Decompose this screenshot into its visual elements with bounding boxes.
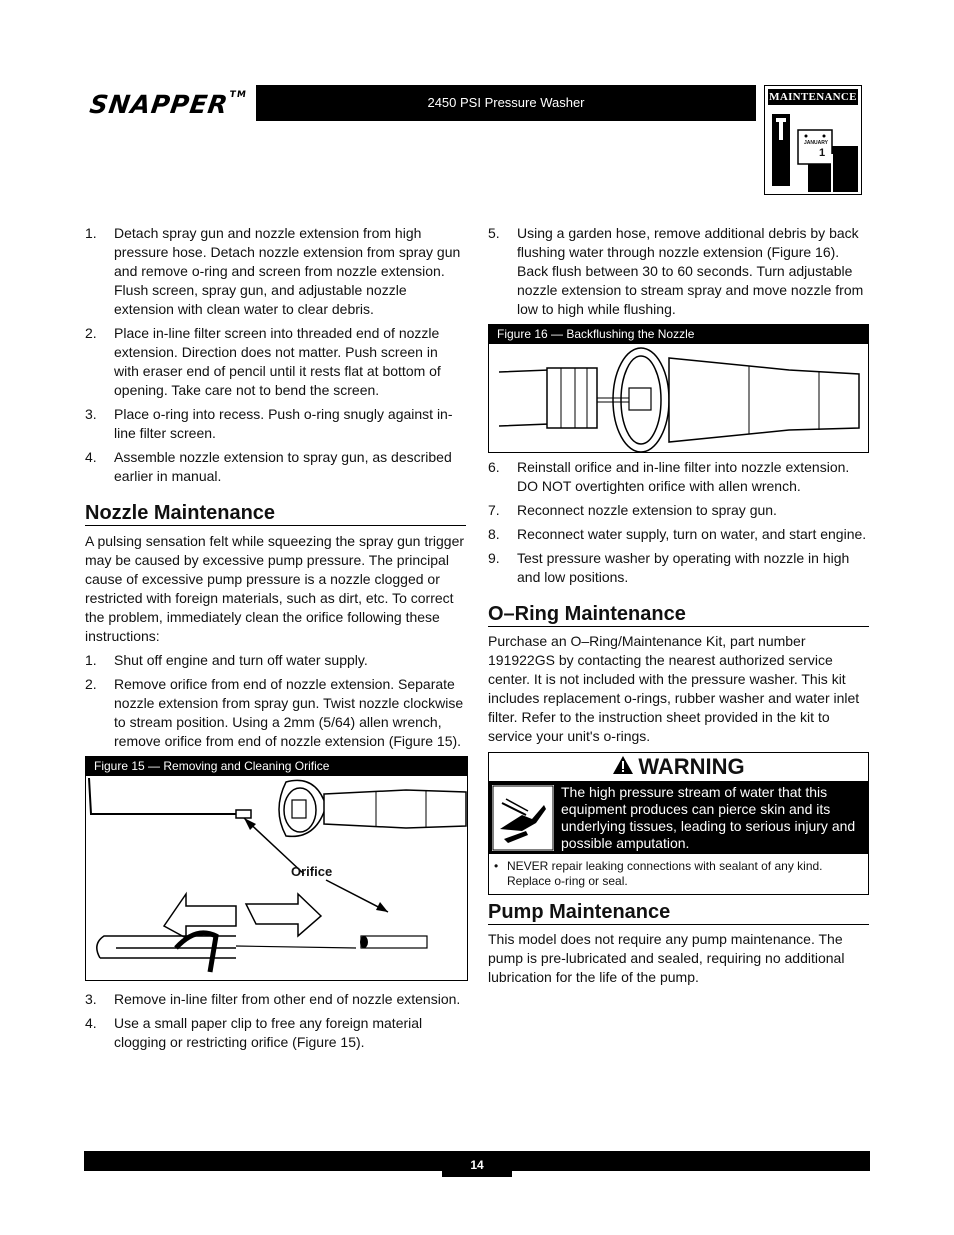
nozzle-maintenance-heading: Nozzle Maintenance [85, 504, 466, 526]
warning-text: The high pressure stream of water that this equipment produces can pierce skin and its underlying tissues, leading to serious injury and possible amputation. [561, 784, 856, 851]
oring-text: Purchase an O–Ring/Maintenance Kit, part number 191922GS by contacting the nearest authorized service center. It is not included with the pressure washer. This kit includes replacement o-rings, rubber washer and water inlet filter. Refer to the instruction sheet provided in the kit to service your unit's o-rings. [488, 633, 860, 744]
warning-title: WARNING [638, 754, 745, 779]
product-title-bar [256, 85, 756, 121]
figure-15-caption: Figure 15 — Removing and Cleaning Orifice [86, 757, 467, 776]
list-item: 8. Reconnect water supply, turn on water, and start engine. [488, 526, 867, 542]
list-item: 9. Test pressure washer by operating with nozzle in high and low positions. [488, 550, 850, 585]
warning-header [489, 753, 868, 782]
backflushing-illustration [489, 344, 868, 452]
right-column [488, 224, 869, 992]
snapper-logo: SNAPPER™ [87, 90, 248, 119]
orifice-label: Orifice [291, 864, 333, 879]
warning-box [488, 752, 869, 895]
warning-bullet: • NEVER repair leaking connections with sealant of any kind. Replace o-ring or seal. [494, 859, 823, 888]
badge-title: MAINTENANCE [769, 91, 857, 103]
oring-maintenance-heading: O–Ring Maintenance [488, 605, 869, 627]
calendar-day: 1 [819, 147, 826, 159]
figure-15 [85, 756, 468, 981]
calendar-month: JANUARY [804, 140, 828, 146]
maintenance-badge [764, 85, 862, 195]
pump-maintenance-heading: Pump Maintenance [488, 903, 869, 925]
list-item: 5. Using a garden hose, remove additional debris by back flushing water through nozzle extension (Figure 16). Back flush between 30 to 60 seconds. Turn adjustable nozzle extension to stream spray and move nozzle from low to high while flushing. [488, 225, 864, 317]
list-item: 7. Reconnect nozzle extension to spray gun. [488, 502, 777, 518]
injection-hazard-icon [492, 785, 554, 851]
warning-triangle-icon [612, 754, 634, 782]
list-item: 4. Use a small paper clip to free any foreign material clogging or restricting orifice (Figure 15). [85, 1015, 423, 1050]
list-item: 2. Place in-line filter screen into threaded end of nozzle extension. Direction does not matter. Push screen in with eraser end of pencil until it rests flat at bottom of opening. Take care not to bend the screen. [85, 325, 441, 398]
warning-body [489, 782, 868, 854]
list-item: 1. Detach spray gun and nozzle extension from high pressure hose. Detach nozzle extension from spray gun and remove o-ring and screen from nozzle extension. Flush screen, spray gun, and adjustable nozzle extension with clean water to clear debris. [85, 225, 461, 317]
page-number: 14 [442, 1153, 512, 1177]
steps-top-list [85, 224, 466, 486]
figure-16-caption: Figure 16 — Backflushing the Nozzle [489, 325, 868, 344]
pump-text: This model does not require any pump maintenance. The pump is pre-lubricated and sealed, requiring no additional lubrication for the life of the pump. [488, 931, 845, 985]
list-item: 6. Reinstall orifice and in-line filter into nozzle extension. DO NOT overtighten orifice with allen wrench. [488, 459, 850, 494]
left-column [85, 224, 466, 1057]
list-item: 3. Remove in-line filter from other end of nozzle extension. [85, 991, 461, 1007]
nozzle-intro: A pulsing sensation felt while squeezing the spray gun trigger may be caused by excessive pump pressure. The principal cause of excessive pump pressure is a nozzle clogged or restricted with foreign materials, such as dirt, etc. To correct the problem, immediately clean the orifice following these instructions: [85, 533, 465, 644]
list-item: 4. Assemble nozzle extension to spray gun, as described earlier in manual. [85, 449, 452, 484]
orifice-cleaning-illustration [86, 776, 467, 980]
maintenance-calendar-icon [768, 108, 858, 192]
list-item: 3. Place o-ring into recess. Push o-ring snugly against in-line filter screen. [85, 406, 453, 441]
figure-16 [488, 324, 869, 453]
list-item: 1. Shut off engine and turn off water supply. [85, 652, 368, 668]
product-title: 2450 PSI Pressure Washer [427, 95, 585, 110]
list-item: 2. Remove orifice from end of nozzle extension. Separate nozzle extension from spray gun. Twist nozzle clockwise to stream position. Using a 2mm (5/64) allen wrench, remove orifice from end of nozzle extension (Figure 15). [85, 676, 464, 749]
